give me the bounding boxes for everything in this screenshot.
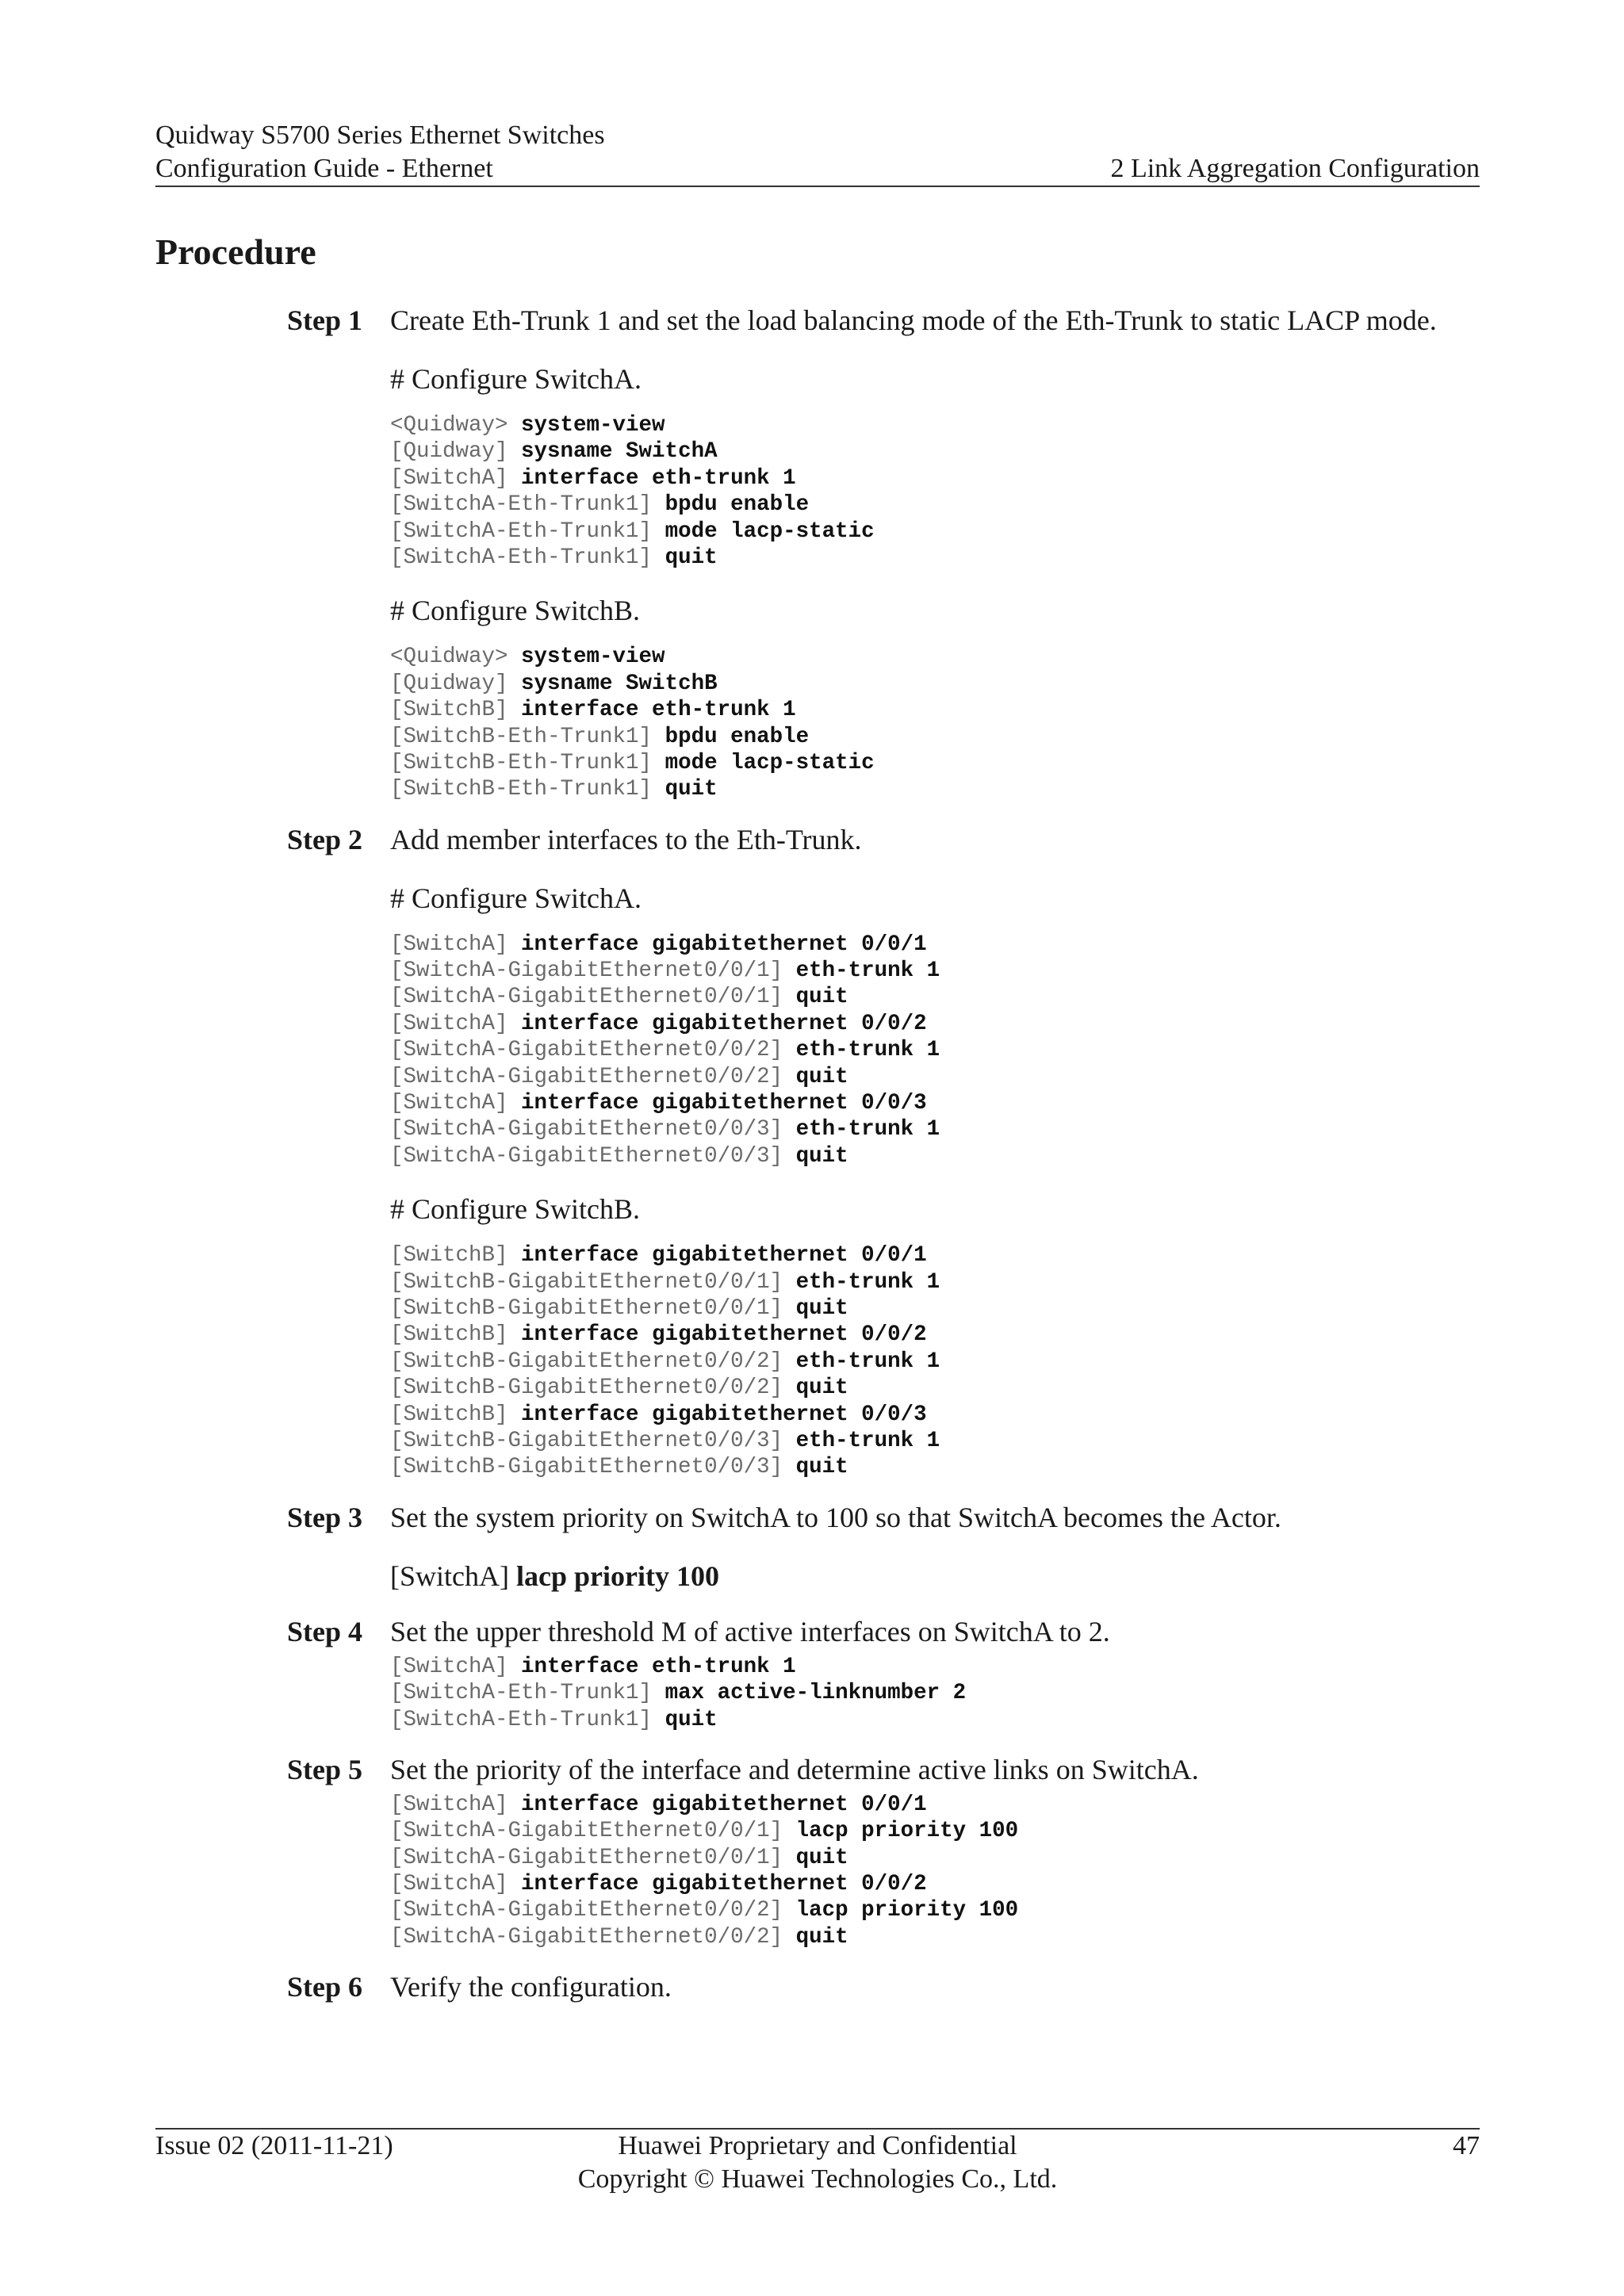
code-line xyxy=(390,958,1480,984)
cli-prompt: [SwitchA] xyxy=(390,1091,522,1116)
code-block xyxy=(390,644,1480,802)
footer-page-number: 47 xyxy=(1453,2131,1480,2160)
step-label: Step 6 xyxy=(287,1971,363,2003)
cli-command: quit xyxy=(795,1455,848,1480)
cli-prompt: [SwitchA-Eth-Trunk1] xyxy=(390,492,665,518)
cli-command: interface gigabitethernet 0/0/2 xyxy=(521,1322,927,1348)
cli-command: sysname SwitchA xyxy=(521,439,718,465)
code-line xyxy=(390,1064,1480,1090)
code-line xyxy=(390,1792,1480,1818)
footer-issue: Issue 02 (2011-11-21) xyxy=(155,2131,393,2160)
header-row xyxy=(155,152,1480,186)
cli-command: interface gigabitethernet 0/0/3 xyxy=(521,1402,927,1427)
cli-prompt: [SwitchA-GigabitEthernet0/0/1] xyxy=(390,959,796,984)
code-line xyxy=(390,671,1480,697)
cli-prompt: [Quidway] xyxy=(390,671,522,696)
code-block xyxy=(390,412,1480,571)
code-line xyxy=(390,465,1480,492)
cli-command: system-view xyxy=(521,413,665,438)
cli-prompt: [SwitchA] xyxy=(390,1792,522,1817)
cli-command: sysname SwitchB xyxy=(521,671,718,696)
code-block xyxy=(390,932,1480,1170)
config-note: # Configure SwitchA. xyxy=(390,882,642,914)
code-line xyxy=(390,1402,1480,1428)
code-line xyxy=(390,1871,1480,1897)
cli-command: eth-trunk 1 xyxy=(795,1428,940,1453)
cli-prompt: [SwitchA-Eth-Trunk1] xyxy=(390,545,665,570)
config-note: # Configure SwitchA. xyxy=(390,363,642,395)
cli-command: interface gigabitethernet 0/0/2 xyxy=(521,1011,927,1036)
procedure-step xyxy=(287,821,1480,1481)
code-line xyxy=(390,1090,1480,1116)
code-line xyxy=(390,1924,1480,1950)
code-line xyxy=(390,519,1480,545)
footer-confidential: Huawei Proprietary and Confidential xyxy=(618,2131,1017,2160)
cli-prompt: <Quidway> xyxy=(390,645,522,670)
cli-prompt: [SwitchB-GigabitEthernet0/0/1] xyxy=(390,1295,796,1321)
cli-prompt: [SwitchA-GigabitEthernet0/0/1] xyxy=(390,985,796,1010)
cli-command: interface eth-trunk 1 xyxy=(521,1654,796,1679)
config-note: # Configure SwitchB. xyxy=(390,595,640,627)
step-label: Step 1 xyxy=(287,304,363,336)
footer-center xyxy=(155,2130,1480,2196)
code-line xyxy=(390,412,1480,438)
step-label: Step 4 xyxy=(287,1615,363,1647)
cli-prompt: [SwitchA-GigabitEthernet0/0/1] xyxy=(390,1819,796,1844)
cli-prompt: [SwitchA-Eth-Trunk1] xyxy=(390,1681,665,1706)
cli-command: eth-trunk 1 xyxy=(795,1269,940,1295)
cli-command: eth-trunk 1 xyxy=(795,1349,940,1374)
cli-prompt: [SwitchB-GigabitEthernet0/0/3] xyxy=(390,1428,796,1453)
cli-command: system-view xyxy=(521,645,665,670)
cli-command: interface gigabitethernet 0/0/1 xyxy=(521,1243,927,1269)
code-line xyxy=(390,492,1480,518)
cli-command: quit xyxy=(795,1924,848,1950)
code-line xyxy=(390,697,1480,723)
cli-prompt: [SwitchA-GigabitEthernet0/0/1] xyxy=(390,1845,796,1870)
code-line xyxy=(390,1707,1480,1733)
code-line xyxy=(390,1295,1480,1322)
code-line xyxy=(390,1375,1480,1401)
code-line xyxy=(390,724,1480,750)
step-description: Set the upper threshold M of active interfaces on SwitchA to 2. xyxy=(390,1615,1110,1647)
cli-command: interface gigabitethernet 0/0/1 xyxy=(521,932,927,957)
footer-copyright: Copyright © Huawei Technologies Co., Ltd. xyxy=(577,2164,1058,2194)
header-guide-name: Configuration Guide - Ethernet xyxy=(155,154,493,183)
cli-command: quit xyxy=(665,1707,718,1732)
procedure-step xyxy=(287,301,1480,803)
code-line xyxy=(390,644,1480,670)
cli-prompt: [Quidway] xyxy=(390,439,522,465)
code-line xyxy=(390,1011,1480,1037)
cli-command: quit xyxy=(665,777,718,802)
cli-prompt: [SwitchA] xyxy=(390,1011,522,1036)
cli-prompt: [SwitchB] xyxy=(390,1322,522,1348)
cli-prompt: [SwitchA-Eth-Trunk1] xyxy=(390,519,665,544)
inline-command xyxy=(390,1557,1480,1595)
cli-command: eth-trunk 1 xyxy=(795,959,940,984)
procedure-steps xyxy=(287,301,1480,2006)
cli-prompt: [SwitchB-GigabitEthernet0/0/2] xyxy=(390,1376,796,1401)
code-line xyxy=(390,1680,1480,1706)
step-label: Step 3 xyxy=(287,1501,363,1533)
step-description: Verify the configuration. xyxy=(390,1971,672,2003)
cli-prompt: [SwitchA-GigabitEthernet0/0/3] xyxy=(390,1143,796,1169)
code-line xyxy=(390,1818,1480,1844)
code-block xyxy=(390,1792,1480,1950)
code-line xyxy=(390,776,1480,802)
cli-command: eth-trunk 1 xyxy=(795,1117,940,1142)
header-divider xyxy=(155,186,1480,187)
cli-command: quit xyxy=(795,1845,848,1870)
cli-command: bpdu enable xyxy=(665,492,810,518)
cli-prompt: [SwitchA] xyxy=(390,1654,522,1679)
cli-command: max active-linknumber 2 xyxy=(665,1681,967,1706)
cli-prompt: [SwitchA] xyxy=(390,932,522,957)
cli-command: quit xyxy=(665,545,718,570)
cli-command: quit xyxy=(795,1143,848,1169)
cli-command: interface gigabitethernet 0/0/2 xyxy=(521,1872,927,1897)
code-line xyxy=(390,1242,1480,1269)
cli-prompt: <Quidway> xyxy=(390,413,522,438)
config-note: # Configure SwitchB. xyxy=(390,1193,640,1226)
cli-command: lacp priority 100 xyxy=(515,1559,719,1592)
code-line xyxy=(390,1349,1480,1375)
cli-prompt: [SwitchA] xyxy=(390,1559,516,1592)
cli-prompt: [SwitchB] xyxy=(390,1402,522,1427)
cli-prompt: [SwitchA-GigabitEthernet0/0/3] xyxy=(390,1117,796,1142)
code-line xyxy=(390,1269,1480,1295)
cli-command: quit xyxy=(795,1376,848,1401)
code-line xyxy=(390,1654,1480,1680)
code-block xyxy=(390,1242,1480,1481)
cli-prompt: [SwitchA-Eth-Trunk1] xyxy=(390,1707,665,1732)
section-title: Procedure xyxy=(155,232,316,272)
cli-command: quit xyxy=(795,985,848,1010)
step-label: Step 5 xyxy=(287,1753,363,1785)
code-line xyxy=(390,750,1480,776)
code-line xyxy=(390,1897,1480,1923)
procedure-step xyxy=(287,1498,1480,1595)
code-line xyxy=(390,984,1480,1010)
code-line xyxy=(390,1322,1480,1348)
cli-command: interface eth-trunk 1 xyxy=(521,465,796,491)
cli-prompt: [SwitchB] xyxy=(390,1243,522,1269)
step-description: Add member interfaces to the Eth-Trunk. xyxy=(390,823,862,855)
cli-prompt: [SwitchB-Eth-Trunk1] xyxy=(390,777,665,802)
cli-command: interface gigabitethernet 0/0/1 xyxy=(521,1792,927,1817)
cli-command: bpdu enable xyxy=(665,724,810,749)
cli-prompt: [SwitchA] xyxy=(390,465,522,491)
procedure-step xyxy=(287,1968,1480,2006)
header-product-name: Quidway S5700 Series Ethernet Switches xyxy=(155,121,605,150)
cli-prompt: [SwitchB-Eth-Trunk1] xyxy=(390,750,665,775)
cli-prompt: [SwitchA-GigabitEthernet0/0/2] xyxy=(390,1064,796,1089)
cli-command: interface gigabitethernet 0/0/3 xyxy=(521,1091,927,1116)
code-line xyxy=(390,1037,1480,1063)
code-line xyxy=(390,1845,1480,1871)
procedure-step xyxy=(287,1613,1480,1733)
code-line xyxy=(390,1143,1480,1169)
cli-prompt: [SwitchB-GigabitEthernet0/0/2] xyxy=(390,1349,796,1374)
step-description: Create Eth-Trunk 1 and set the load balancing mode of the Eth-Trunk to static LACP mode. xyxy=(390,304,1437,336)
cli-prompt: [SwitchB-GigabitEthernet0/0/1] xyxy=(390,1269,796,1295)
cli-prompt: [SwitchB] xyxy=(390,698,522,723)
cli-prompt: [SwitchA-GigabitEthernet0/0/2] xyxy=(390,1038,796,1063)
cli-command: mode lacp-static xyxy=(665,519,875,544)
code-line xyxy=(390,438,1480,465)
cli-prompt: [SwitchA] xyxy=(390,1872,522,1897)
cli-command: lacp priority 100 xyxy=(795,1819,1019,1844)
code-line xyxy=(390,932,1480,958)
procedure-step xyxy=(287,1751,1480,1950)
cli-prompt: [SwitchA-GigabitEthernet0/0/2] xyxy=(390,1924,796,1950)
cli-prompt: [SwitchB-GigabitEthernet0/0/3] xyxy=(390,1455,796,1480)
code-line xyxy=(390,1454,1480,1480)
cli-command: mode lacp-static xyxy=(665,750,875,775)
cli-command: lacp priority 100 xyxy=(795,1898,1019,1923)
page-header xyxy=(155,119,1480,186)
code-block xyxy=(390,1654,1480,1733)
cli-prompt: [SwitchA-GigabitEthernet0/0/2] xyxy=(390,1898,796,1923)
code-line xyxy=(390,545,1480,571)
cli-command: interface eth-trunk 1 xyxy=(521,698,796,723)
code-line xyxy=(390,1428,1480,1454)
cli-command: quit xyxy=(795,1295,848,1321)
cli-prompt: [SwitchB-Eth-Trunk1] xyxy=(390,724,665,749)
code-line xyxy=(390,1116,1480,1142)
header-chapter-name: 2 Link Aggregation Configuration xyxy=(1110,154,1480,183)
step-description: Set the priority of the interface and determine active links on SwitchA. xyxy=(390,1753,1199,1785)
cli-command: eth-trunk 1 xyxy=(795,1038,940,1063)
cli-command: quit xyxy=(795,1064,848,1089)
step-description: Set the system priority on SwitchA to 100 so that SwitchA becomes the Actor. xyxy=(390,1501,1281,1533)
step-label: Step 2 xyxy=(287,823,363,855)
